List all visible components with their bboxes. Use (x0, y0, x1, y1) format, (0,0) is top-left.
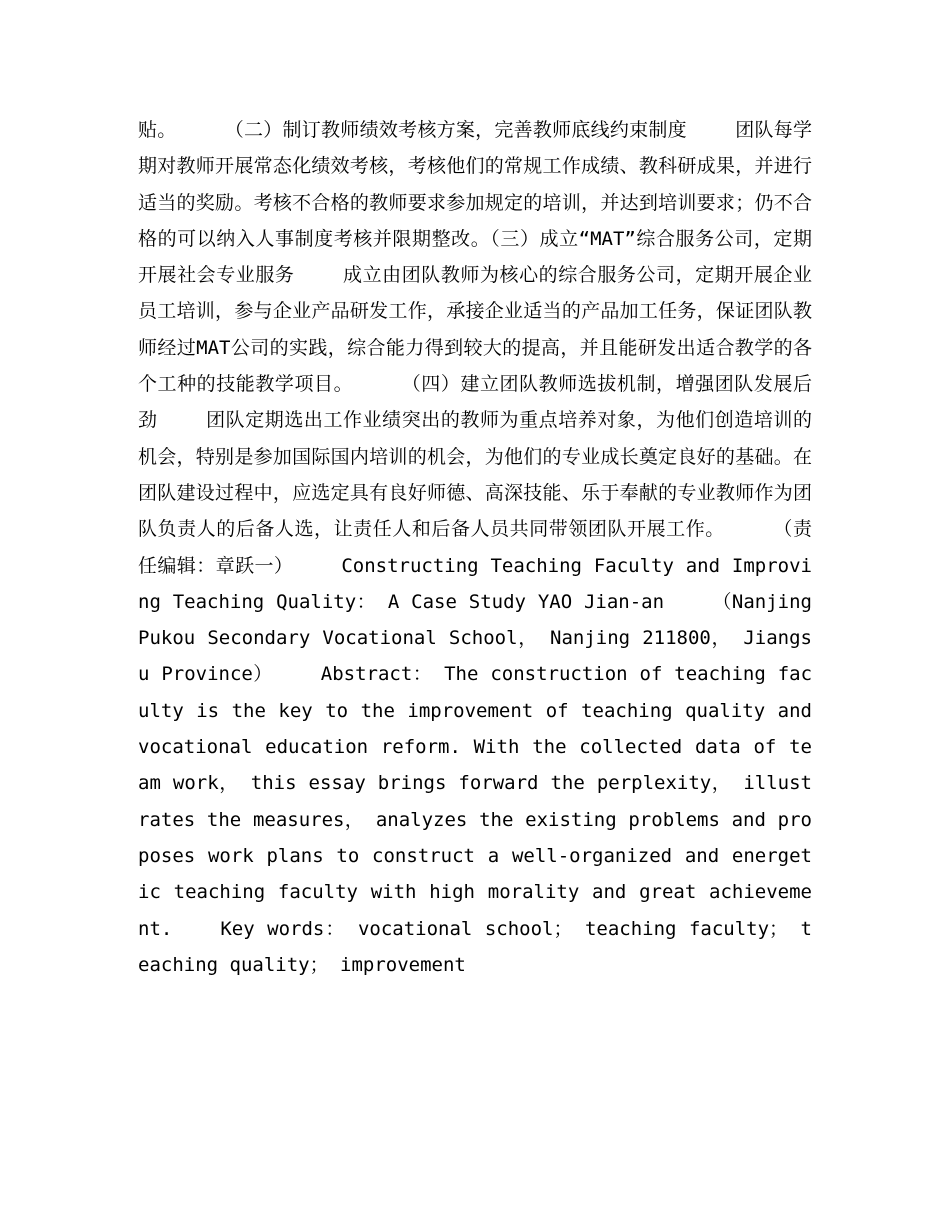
editor-note: （责任编辑：章跃一） (138, 518, 812, 577)
section-heading-2: （二）制订教师绩效考核方案，完善教师底线约束制度 (224, 119, 687, 141)
english-title: Constructing Teaching Faculty and Improving Teaching Quality： A Case Study (138, 554, 812, 613)
abstract: Abstract： The construction of teaching faculty is the key to the improvement of teaching quality and vocational education reform. With the collected data of team work， this essay brings forward the perplexity， illustrates the measures， analyzes the existing problems and proposes work plans to construct a well-organized and energetic teaching faculty with high morality and great achievement. (138, 663, 813, 940)
document-body (138, 112, 812, 983)
section-body-2: 团队每学期对教师开展常态化绩效考核，考核他们的常规工作成绩、教科研成果，并进行适当的奖励。考核不合格的教师要求参加规定的培训，并达到培训要求；仍不合格的可以纳入人事制度考核并限期整改。 (138, 119, 812, 250)
author-name: YAO Jian-an (537, 590, 665, 613)
key-words: Key words： vocational school； teaching faculty； teaching quality； improvement (138, 917, 812, 976)
section-body-4: 团队定期选出工作业绩突出的教师为重点培养对象，为他们创造培训的机会，特别是参加国际国内培训的机会，为他们的专业成长奠定良好的基础。在团队建设过程中，应选定具有良好师德、高深技能、乐于奉献的专业教师作为团队负责人的后备人选，让责任人和后备人员共同带领团队开展工作。 (138, 409, 812, 541)
section-heading-4: （四）建立团队教师选拔机制，增强团队发展后劲 (138, 373, 812, 432)
paragraph-end-fragment: 贴。 (138, 119, 177, 141)
document-page (138, 112, 812, 983)
section-body-3: 成立由团队教师为核心的综合服务公司，定期开展企业员工培训，参与企业产品研发工作，承接企业适当的产品加工任务，保证团队教师经过MAT公司的实践，综合能力得到较大的提高，并且能研发出适合教学的各个工种的技能教学项目。 (138, 264, 812, 396)
author-affiliation: （Nanjing Pukou Secondary Vocational School， Nanjing 211800， Jiangsu Province） (138, 590, 812, 686)
section-heading-3: （三）成立“MAT”综合服务公司，定期开展社会专业服务 (138, 227, 812, 287)
